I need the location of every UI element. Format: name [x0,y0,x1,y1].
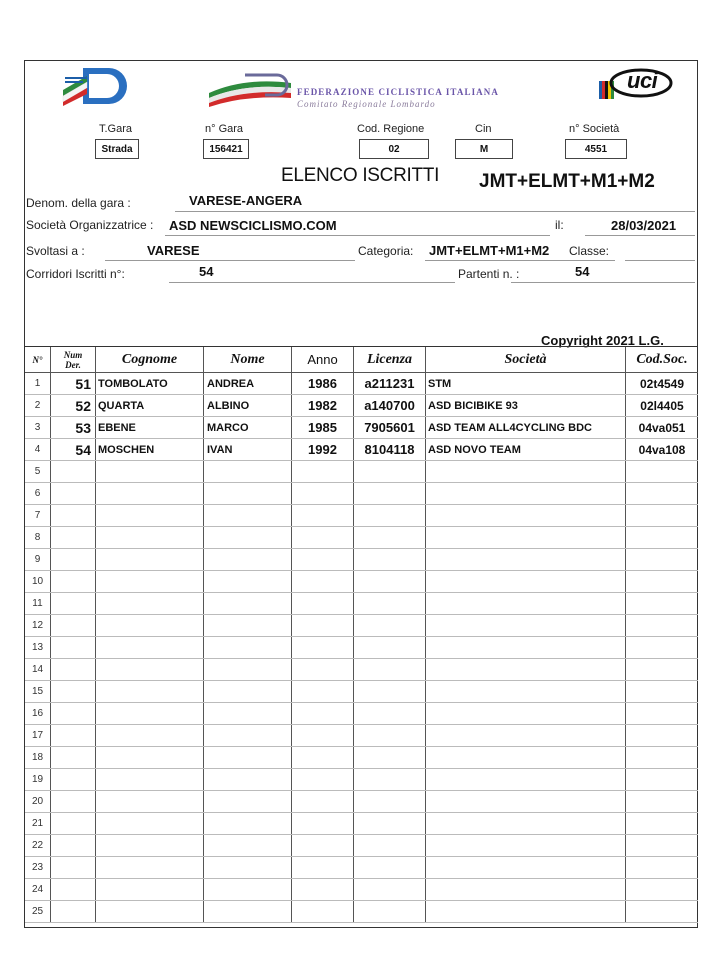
row-cod-soc [626,879,698,900]
row-num-der [51,681,96,702]
societa-organizzatrice-label: Società Organizzatrice : [26,218,154,232]
classe-underline [625,260,695,261]
table-row [25,659,698,681]
row-societa [426,747,626,768]
row-anno: 1985 [292,417,354,438]
table-row [25,461,698,483]
row-cod-soc [626,901,698,922]
row-nome [204,681,292,702]
n-societa-field: 4551 [565,139,627,159]
table-row [25,637,698,659]
header-nome: Nome [204,347,292,372]
row-num-der [51,527,96,548]
row-nome [204,483,292,504]
row-societa [426,505,626,526]
entries-table [25,346,698,923]
row-num-der [51,791,96,812]
row-licenza [354,747,426,768]
row-anno: 1982 [292,395,354,416]
table-row [25,703,698,725]
row-cognome [96,483,204,504]
table-row [25,813,698,835]
uci-logo [593,65,675,105]
row-licenza [354,791,426,812]
row-num-der [51,615,96,636]
row-nome [204,857,292,878]
row-num-der [51,461,96,482]
row-cognome: MOSCHEN [96,439,204,460]
row-num-der [51,835,96,856]
row-licenza [354,835,426,856]
row-cod-soc [626,791,698,812]
row-num-der: 51 [51,373,96,394]
corridori-label: Corridori Iscritti n°: [26,267,125,281]
header-num-line2: Der. [65,359,81,370]
row-number: 9 [25,549,51,570]
row-cognome [96,857,204,878]
row-licenza [354,879,426,900]
table-row [25,615,698,637]
row-cognome [96,901,204,922]
row-anno [292,791,354,812]
row-societa [426,461,626,482]
table-row [25,791,698,813]
row-licenza [354,637,426,658]
row-licenza [354,813,426,834]
row-licenza [354,549,426,570]
row-nome [204,659,292,680]
row-anno: 1992 [292,439,354,460]
row-number: 25 [25,901,51,922]
row-licenza [354,461,426,482]
row-anno [292,659,354,680]
row-licenza [354,857,426,878]
federation-swoosh-icon [205,69,295,107]
row-cognome [96,549,204,570]
row-licenza: 8104118 [354,439,426,460]
row-num-der [51,505,96,526]
row-nome [204,549,292,570]
categoria-label: Categoria: [358,244,414,258]
row-nome: ALBINO [204,395,292,416]
denom-label: Denom. della gara : [26,196,131,210]
row-num-der [51,637,96,658]
entry-list-sheet [24,60,698,928]
row-societa: STM [426,373,626,394]
table-row [25,439,698,461]
table-row [25,483,698,505]
row-cognome [96,725,204,746]
n-gara-field: 156421 [203,139,249,159]
row-licenza [354,571,426,592]
row-anno [292,857,354,878]
cod-regione-field: 02 [359,139,429,159]
row-licenza [354,505,426,526]
table-row [25,527,698,549]
row-cognome: TOMBOLATO [96,373,204,394]
row-nome [204,527,292,548]
classe-label: Classe: [569,244,610,258]
row-cod-soc [626,571,698,592]
row-societa [426,879,626,900]
row-number: 6 [25,483,51,504]
row-num-der [51,769,96,790]
row-licenza: 7905601 [354,417,426,438]
row-num-der [51,571,96,592]
row-cod-soc [626,747,698,768]
table-row [25,769,698,791]
row-nome [204,593,292,614]
row-nome [204,703,292,724]
row-cognome [96,791,204,812]
row-number: 1 [25,373,51,394]
row-number: 8 [25,527,51,548]
row-licenza [354,527,426,548]
row-nome [204,835,292,856]
row-cod-soc [626,527,698,548]
row-cod-soc [626,637,698,658]
row-anno [292,901,354,922]
row-nome: ANDREA [204,373,292,394]
row-nome [204,791,292,812]
row-nome [204,725,292,746]
table-row [25,505,698,527]
partenti-value: 54 [575,264,590,279]
row-licenza [354,483,426,504]
row-cognome [96,681,204,702]
federation-name: FEDERAZIONE CICLISTICA ITALIANA [297,87,499,97]
row-cognome [96,835,204,856]
row-nome [204,747,292,768]
row-cognome [96,505,204,526]
table-row [25,835,698,857]
row-cognome [96,571,204,592]
societa-organizzatrice-value: ASD NEWSCICLISMO.COM [169,218,337,233]
table-row [25,571,698,593]
row-nome [204,461,292,482]
table-row [25,681,698,703]
row-number: 7 [25,505,51,526]
row-number: 12 [25,615,51,636]
row-cod-soc [626,857,698,878]
row-cod-soc [626,813,698,834]
row-cognome [96,527,204,548]
table-row [25,373,698,395]
row-licenza [354,725,426,746]
row-societa [426,901,626,922]
row-licenza [354,681,426,702]
row-nome [204,637,292,658]
row-societa [426,571,626,592]
cod-regione-label: Cod. Regione [357,123,425,135]
table-row [25,593,698,615]
row-societa [426,835,626,856]
row-num-der [51,659,96,680]
row-societa [426,615,626,636]
row-anno [292,769,354,790]
corridori-value: 54 [199,264,214,279]
row-societa [426,769,626,790]
row-anno [292,637,354,658]
row-cod-soc [626,703,698,724]
row-cod-soc [626,461,698,482]
row-number: 5 [25,461,51,482]
header-licenza: Licenza [354,347,426,372]
row-licenza: a140700 [354,395,426,416]
row-anno [292,681,354,702]
row-cod-soc [626,681,698,702]
row-num-der [51,483,96,504]
cin-label: Cin [475,123,492,135]
t-gara-field: Strada [95,139,139,159]
row-num-der [51,593,96,614]
date-value: 28/03/2021 [611,218,677,233]
table-body [25,373,698,923]
row-licenza [354,769,426,790]
copyright-note: Copyright 2021 L.G. [541,333,664,348]
partenti-label: Partenti n. : [458,267,520,281]
corridori-underline [169,282,455,283]
row-cod-soc [626,769,698,790]
row-cod-soc [626,725,698,746]
row-number: 10 [25,571,51,592]
row-cognome [96,615,204,636]
row-nome [204,879,292,900]
row-number: 19 [25,769,51,790]
row-societa [426,813,626,834]
row-anno [292,483,354,504]
row-societa [426,483,626,504]
societa-underline [165,235,550,236]
federation-subtitle: Comitato Regionale Lombardo [297,99,436,109]
row-cod-soc [626,615,698,636]
partenti-underline [511,282,695,283]
row-nome: IVAN [204,439,292,460]
row-nome [204,813,292,834]
row-number: 24 [25,879,51,900]
row-societa [426,725,626,746]
row-cod-soc: 02l4405 [640,398,684,413]
row-nome [204,901,292,922]
row-cognome [96,747,204,768]
row-num-der [51,901,96,922]
date-underline [585,235,695,236]
t-gara-label: T.Gara [99,123,133,135]
row-cognome [96,593,204,614]
table-row [25,747,698,769]
row-societa: ASD TEAM ALL4CYCLING BDC [426,417,626,438]
row-number: 15 [25,681,51,702]
row-licenza [354,659,426,680]
svoltasi-label: Svoltasi a : [26,244,85,258]
row-number: 21 [25,813,51,834]
row-number: 13 [25,637,51,658]
table-row [25,857,698,879]
row-num-der [51,725,96,746]
row-cod-soc: 04va051 [638,420,686,435]
row-anno [292,461,354,482]
header-num-line1: Num [63,349,83,360]
row-cod-soc [626,483,698,504]
denom-underline [175,211,695,212]
row-number: 17 [25,725,51,746]
row-anno [292,593,354,614]
row-cod-soc [626,659,698,680]
row-cognome: EBENE [96,417,204,438]
row-number: 2 [25,395,51,416]
row-cod-soc [626,593,698,614]
row-societa [426,791,626,812]
row-licenza: a211231 [354,373,426,394]
row-societa [426,703,626,724]
row-number: 4 [25,439,51,460]
cin-field: M [455,139,513,159]
row-licenza [354,901,426,922]
row-societa [426,659,626,680]
row-anno [292,747,354,768]
header-n: N° [25,347,51,372]
row-num-der [51,813,96,834]
row-licenza [354,615,426,636]
row-num-der: 52 [51,395,96,416]
row-cognome [96,637,204,658]
row-cod-soc: 04va108 [638,442,686,457]
row-num-der [51,549,96,570]
category-heading: JMT+ELMT+M1+M2 [479,171,655,192]
row-number: 22 [25,835,51,856]
row-anno [292,615,354,636]
header-cognome: Cognome [96,347,204,372]
row-cod-soc [626,835,698,856]
row-anno [292,835,354,856]
row-num-der: 53 [51,417,96,438]
row-societa: ASD BICIBIKE 93 [426,395,626,416]
row-number: 18 [25,747,51,768]
header-societa: Società [426,347,626,372]
fci-logo [61,66,131,106]
row-cognome [96,703,204,724]
n-gara-label: n° Gara [205,123,244,135]
table-row [25,417,698,439]
table-row [25,549,698,571]
table-row [25,879,698,901]
header-num-der [51,347,96,372]
row-num-der [51,857,96,878]
row-cognome [96,659,204,680]
row-anno [292,813,354,834]
categoria-value: JMT+ELMT+M1+M2 [429,243,550,258]
row-societa [426,527,626,548]
row-num-der [51,879,96,900]
federation-header [205,69,545,111]
row-number: 11 [25,593,51,614]
row-nome: MARCO [204,417,292,438]
row-cod-soc [626,505,698,526]
header-cod-soc: Cod.Soc. [636,351,688,367]
svoltasi-underline [105,260,355,261]
row-anno: 1986 [292,373,354,394]
date-label: il: [555,218,564,232]
row-number: 16 [25,703,51,724]
row-anno [292,549,354,570]
row-number: 3 [25,417,51,438]
row-nome [204,769,292,790]
row-licenza [354,593,426,614]
row-cognome [96,769,204,790]
n-societa-label: n° Società [569,123,620,135]
row-nome [204,615,292,636]
row-societa [426,549,626,570]
row-number: 14 [25,659,51,680]
table-header [25,346,698,373]
row-anno [292,505,354,526]
row-nome [204,505,292,526]
header-anno: Anno [292,347,354,372]
row-societa [426,593,626,614]
table-row [25,725,698,747]
row-number: 23 [25,857,51,878]
denom-value: VARESE-ANGERA [189,193,303,208]
table-row [25,395,698,417]
row-cognome: QUARTA [96,395,204,416]
row-societa [426,681,626,702]
row-num-der [51,747,96,768]
row-num-der: 54 [51,439,96,460]
row-anno [292,703,354,724]
row-anno [292,879,354,900]
row-anno [292,527,354,548]
categoria-underline [425,260,615,261]
row-cod-soc: 02t4549 [639,376,685,391]
row-number: 20 [25,791,51,812]
row-anno [292,571,354,592]
row-anno [292,725,354,746]
row-cognome [96,879,204,900]
row-societa: ASD NOVO TEAM [426,439,626,460]
row-cognome [96,461,204,482]
row-societa [426,857,626,878]
uci-logo-text: uci [627,68,658,93]
table-row [25,901,698,923]
row-cognome [96,813,204,834]
row-nome [204,571,292,592]
row-licenza [354,703,426,724]
row-societa [426,637,626,658]
svoltasi-value: VARESE [147,243,200,258]
row-cod-soc [626,549,698,570]
page-title: ELENCO ISCRITTI [281,165,440,186]
row-num-der [51,703,96,724]
